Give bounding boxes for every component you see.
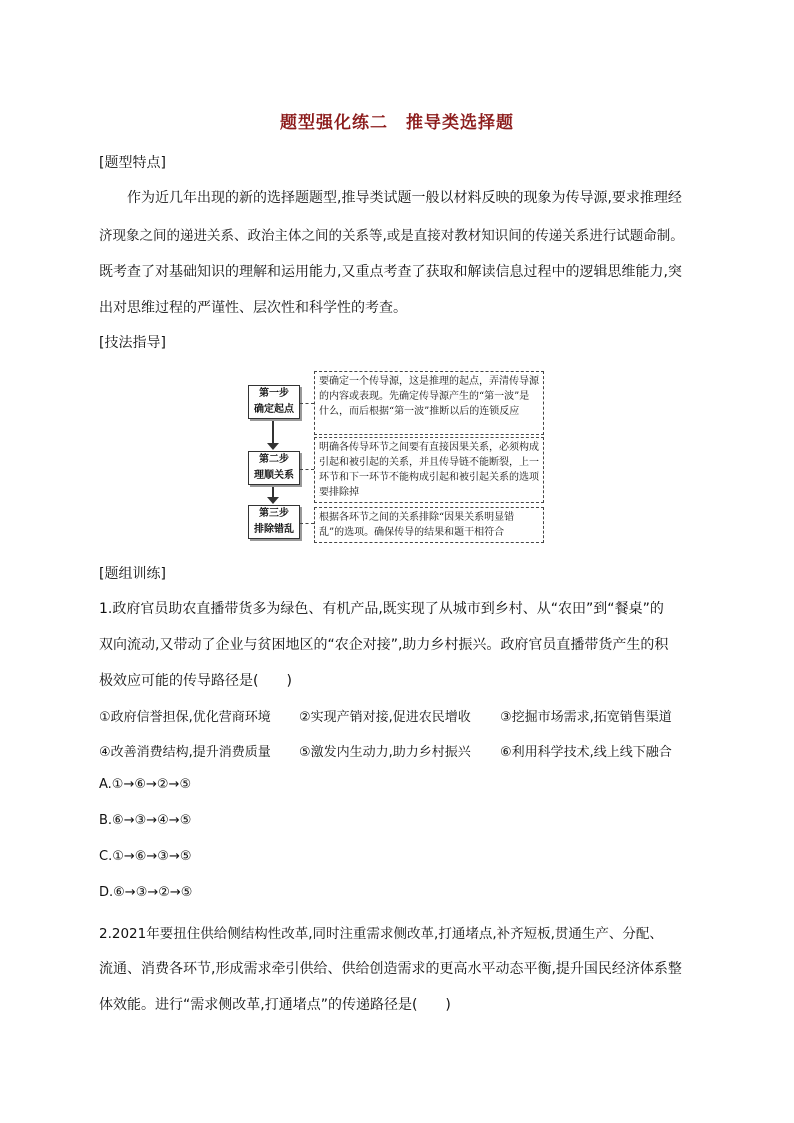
intro-line: 作为近几年出现的新的选择题题型,推导类试题一般以材料反映的现象为传导源,要求推理经 (127, 190, 682, 206)
flow-step-1-desc: 要确定一个传导源，这是推理的起点，弄清传导源的内容或表现。先确定传导源产生的“第一波”是什么，而后根据“第一波”推断以后的连锁反应 (314, 371, 544, 435)
flow-step-2-title: 第二步 (259, 454, 289, 465)
flow-step-1-name: 确定起点 (254, 404, 294, 415)
question-1-option-c[interactable]: C.①→⑥→③→⑤ (99, 849, 192, 864)
question-1-item: ⑤激发内生动力,助力乡村振兴 (299, 745, 471, 760)
flow-step-1-title: 第一步 (259, 388, 289, 399)
flow-step-3-name: 排除错乱 (254, 524, 294, 535)
down-arrow-icon (267, 497, 279, 504)
question-1-item: ③挖掘市场需求,拓宽销售渠道 (500, 710, 672, 725)
page-title: 题型强化练二 推导类选择题 (280, 113, 514, 133)
question-1-item: ②实现产销对接,促进农民增收 (299, 710, 471, 725)
flow-connector (300, 403, 314, 404)
intro-line: 济现象之间的递进关系、政治主体之间的关系等,或是直接对教材知识间的传递关系进行试题命制。 (99, 228, 684, 244)
question-1-item: ④改善消费结构,提升消费质量 (99, 745, 271, 760)
flow-step-2-box (248, 451, 300, 485)
section-heading-method: [技法指导] (99, 335, 166, 351)
flow-step-2-desc: 明确各传导环节之间要有直接因果关系，必须构成引起和被引起的关系，并且传导链不能断裂，上一环节和下一环节不能构成引起和被引起关系的选项要排除掉 (314, 437, 544, 503)
intro-line: 出对思维过程的严谨性、层次性和科学性的考查。 (99, 300, 407, 316)
flow-connector (300, 469, 314, 470)
intro-line: 既考查了对基础知识的理解和运用能力,又重点考查了获取和解读信息过程中的逻辑思维能力,突 (99, 264, 682, 280)
flow-step-3-desc: 根据各环节之间的关系排除“因果关系明显错乱”的选项。确保传导的结果和题干相符合 (314, 507, 544, 543)
question-2-stem: 体效能。进行“需求侧改革,打通堵点”的传递路径是( ) (99, 997, 451, 1013)
flow-step-2-name: 理顺关系 (254, 470, 294, 481)
flow-arrow-line (272, 421, 274, 445)
question-1-stem: 极效应可能的传导路径是( ) (99, 673, 292, 689)
question-1-option-b[interactable]: B.⑥→③→④→⑤ (99, 813, 192, 828)
question-1-stem: 1.政府官员助农直播带货多为绿色、有机产品,既实现了从城市到乡村、从“农田”到“餐桌”的 (99, 601, 664, 617)
flow-step-3-title: 第三步 (259, 508, 289, 519)
flow-connector (300, 523, 314, 524)
down-arrow-icon (267, 443, 279, 450)
question-2-stem: 2.2021年要扭住供给侧结构性改革,同时注重需求侧改革,打通堵点,补齐短板,贯通生产、分配、 (99, 926, 663, 942)
flow-step-3-box (248, 505, 300, 539)
section-heading-training: [题组训练] (99, 566, 166, 582)
question-1-item: ①政府信誉担保,优化营商环境 (99, 710, 271, 725)
flow-step-1-box (248, 385, 300, 419)
question-1-option-a[interactable]: A.①→⑥→②→⑤ (99, 777, 192, 792)
section-heading-features: [题型特点] (99, 155, 166, 171)
question-1-stem: 双向流动,又带动了企业与贫困地区的“农企对接”,助力乡村振兴。政府官员直播带货产生的积 (99, 637, 669, 653)
question-1-option-d[interactable]: D.⑥→③→②→⑤ (99, 885, 193, 900)
method-flow-diagram (248, 371, 548, 543)
question-2-stem: 流通、消费各环节,形成需求牵引供给、供给创造需求的更高水平动态平衡,提升国民经济体系整 (99, 961, 682, 977)
question-1-item: ⑥利用科学技术,线上线下融合 (500, 745, 672, 760)
